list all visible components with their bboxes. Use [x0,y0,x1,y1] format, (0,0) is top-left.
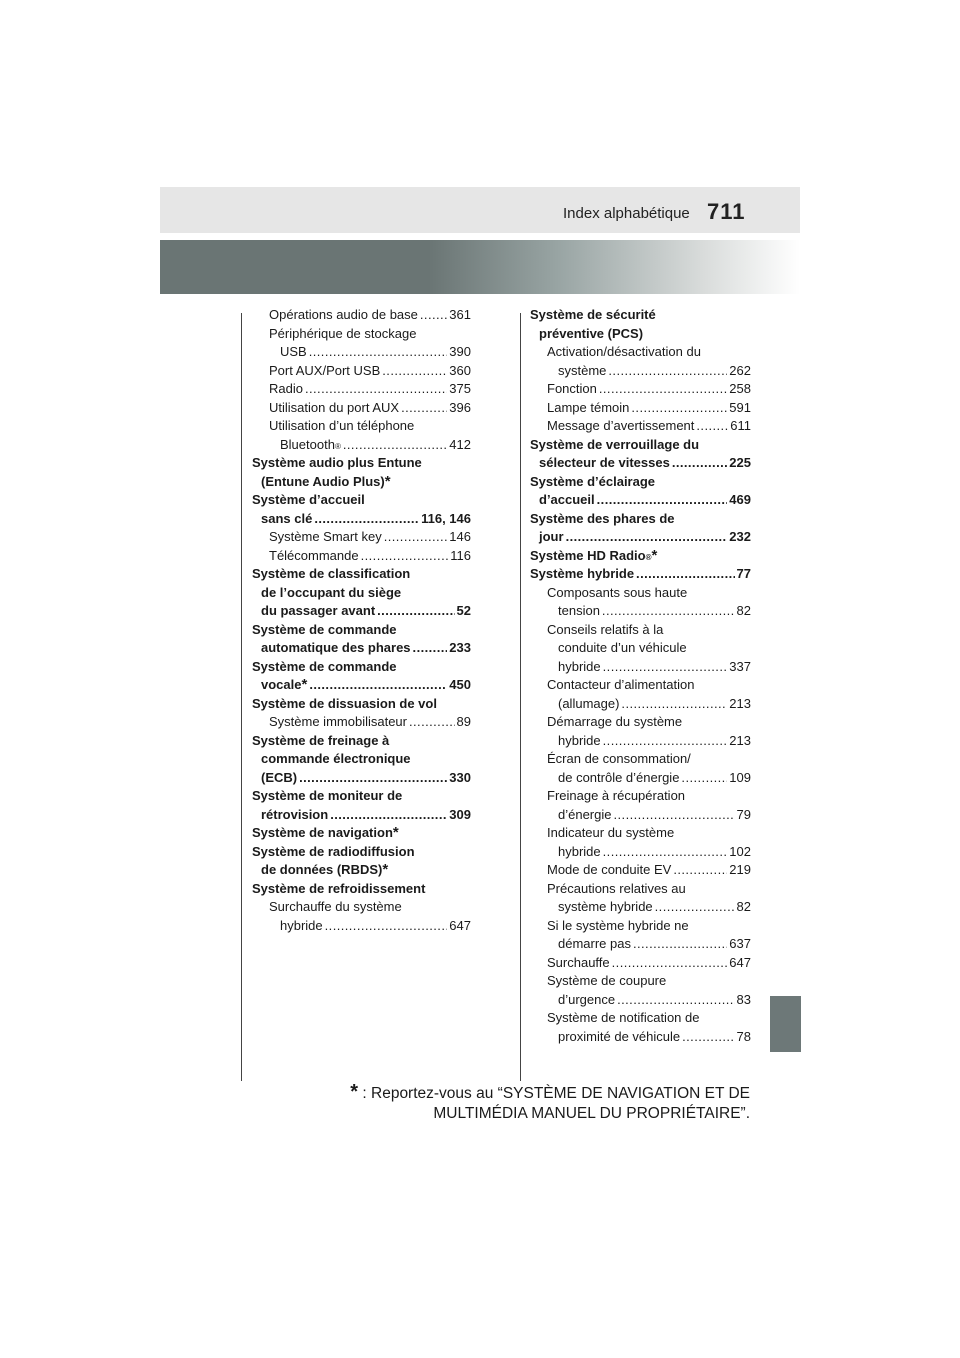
index-entry [530,769,751,788]
entry-text: Système de freinage à [252,732,390,748]
index-entry [530,362,751,381]
dot-leader [409,713,455,732]
entry-text: Écran de consommation/ [547,751,691,766]
dot-leader [608,362,727,381]
entry-text: Si le système hybride ne [547,917,689,933]
entry-text: Freinage à récupération [547,788,686,803]
index-entry [530,806,751,825]
index-entry: (Entune Audio Plus) * [261,472,391,490]
index-entry [252,584,471,603]
page-ref: 412 [449,436,471,452]
entry-text: jour [539,529,564,544]
entry-text: Périphérique de stockage [269,325,417,341]
dot-leader [330,806,447,825]
page-ref: 647 [449,917,471,933]
index-entry [252,713,471,732]
page-ref: 396 [449,399,471,415]
index-entry [252,380,471,399]
entry-text: système hybride [558,899,653,914]
index-entry [252,787,471,806]
page-ref: 102 [729,843,751,859]
index-entry [530,343,751,362]
index-entry [252,491,471,510]
entry-text: Système de commande [252,658,397,674]
page-ref: 591 [729,399,751,415]
index-entry [530,528,751,547]
page-ref: 78 [736,1028,751,1044]
entry-text: préventive (PCS) [539,325,644,341]
dot-leader [299,769,447,788]
dot-leader [681,769,727,788]
entry-text: Système d’accueil [252,492,365,507]
entry-text: rétrovision [261,806,329,822]
index-entry [530,880,751,899]
index-column-left [252,306,471,935]
entry-text: de l’occupant du siège [261,584,402,600]
index-entry [530,787,751,806]
index-entry [252,898,471,917]
entry-text: Système de navigation [252,825,393,840]
index-entry [530,639,751,658]
dot-leader [382,362,447,381]
index-entry [530,750,751,769]
page-ref: 89 [456,714,471,729]
entry-text: système [558,362,607,378]
dot-leader [631,399,727,418]
index-entry [252,565,471,584]
dot-leader [305,380,447,399]
dot-leader [325,917,448,936]
entry-text: commande électronique [261,751,411,766]
entry-text: Démarrage du système [547,714,683,729]
index-entry [252,917,471,936]
index-column-right [530,306,751,1046]
dot-leader [309,343,448,362]
entry-text: de contrôle d’énergie [558,769,680,785]
page-ref: 109 [729,769,751,785]
page-ref: 330 [449,769,471,785]
index-entry: Bluetooth ® . . . 412 [252,436,471,455]
dot-leader [420,306,447,325]
dot-leader [614,806,735,825]
entry-text: Activation/désactivation du [547,344,701,359]
page-ref: 375 [449,381,471,396]
page-ref: 450 [449,677,471,692]
entry-text: Composants sous haute [547,584,688,600]
index-entry [530,417,751,436]
index-entry [530,602,751,621]
entry-text: hybride [558,658,601,674]
dot-leader [413,639,448,658]
page-ref: 77 [736,566,751,581]
dot-leader [636,565,734,584]
entry-text: proximité de véhicule [558,1028,681,1044]
index-entry [530,898,751,917]
entry-text: Système d’éclairage [530,473,656,489]
index-entry [252,510,471,529]
entry-text: Système immobilisateur [269,714,407,729]
entry-text: Système Smart key [269,529,382,544]
column-divider-middle [520,313,521,1081]
dot-leader [401,399,447,418]
dot-leader [612,954,728,973]
footnote-marker: * [350,1081,359,1103]
entry-text: Mode de conduite EV [547,862,672,877]
page-ref: 233 [449,640,471,655]
page-ref: 213 [729,732,751,748]
entry-text: Message d’avertissement [547,418,695,433]
footnote-line-2: MULTIMÉDIA MANUEL DU PROPRIÉTAIRE”. [433,1105,750,1122]
page-ref: 219 [729,862,751,877]
index-entry [530,325,751,344]
index-entry [530,399,751,418]
entry-text: Système des phares de [530,510,675,526]
dot-leader [617,991,734,1010]
dot-leader [566,528,728,547]
page-ref: 52 [456,603,471,618]
decorative-gradient-band [160,240,800,294]
entry-text: Fonction [547,381,597,396]
dot-leader [696,417,728,436]
dot-leader [343,436,447,455]
index-entry [252,843,471,862]
entry-text: (ECB) [261,769,298,785]
page-ref: 116 [450,547,471,563]
page-ref: 390 [449,344,471,359]
index-entry [252,732,471,751]
index-entry [530,917,751,936]
index-entry [530,436,751,455]
page-ref: 647 [729,954,751,970]
index-entry [530,732,751,751]
index-entry [530,935,751,954]
page-ref: 360 [449,362,471,378]
index-entry [530,972,751,991]
dot-leader [621,695,727,714]
page-ref: 79 [736,806,751,822]
dot-leader [682,1028,734,1047]
index-entry [530,843,751,862]
section-title: Index alphabétique [563,205,690,222]
dot-leader [597,491,728,510]
entry-text: (Entune Audio Plus) [261,473,385,489]
entry-text: Radio [269,381,303,396]
index-entry [530,473,751,492]
dot-leader [599,380,727,399]
index-entry [530,491,751,510]
index-entry [252,602,471,621]
page-ref: 146 [449,529,471,544]
index-entry [252,621,471,640]
entry-text: Système hybride [530,566,635,581]
entry-text: Système de dissuasion de vol [252,695,437,711]
dot-leader [633,935,727,954]
index-entry [530,861,751,880]
dot-leader [603,843,728,862]
index-entry [530,676,751,695]
dot-leader [377,602,454,621]
page-ref: 213 [729,695,751,711]
index-entry [252,454,471,473]
entry-text: d’urgence [558,991,616,1007]
dot-leader [673,861,727,880]
index-entry [530,695,751,714]
entry-text: Contacteur d’alimentation [547,677,695,692]
entry-text: Système de verrouillage du [530,436,700,452]
page-ref: 83 [736,991,751,1007]
index-entry [252,880,471,899]
index-entry [252,750,471,769]
header-band [160,187,800,233]
page-number: 711 [707,199,746,224]
entry-text: Système de moniteur de [252,788,403,803]
entry-text: vocale [261,677,302,692]
footnote-line-1 [350,1081,750,1104]
entry-text: sélecteur de vitesses [539,455,670,470]
page-ref: 611 [730,418,751,433]
index-entry: vocale * . . . 450 [252,676,471,695]
column-divider-left [241,313,242,1081]
index-entry: Système HD Radio ® * [530,546,658,564]
page-ref: 225 [729,455,751,470]
entry-text: d’énergie [558,806,612,822]
index-entry [530,454,751,473]
entry-text: conduite d’un véhicule [558,640,687,655]
index-entry [252,639,471,658]
index-entry: Système de navigation * [252,824,399,841]
index-entry [530,1028,751,1047]
entry-text: d’accueil [539,492,595,507]
entry-text: Système de sécurité [530,307,656,322]
entry-text: Indicateur du système [547,825,675,840]
index-entry [530,306,751,325]
entry-text: du passager avant [261,603,376,618]
entry-text: Système de radiodiffusion [252,843,415,859]
dot-leader [361,547,449,566]
page-ref: 337 [729,658,751,674]
index-entry [252,306,471,325]
index-entry [252,547,471,566]
index-entry [530,713,751,732]
entry-text: USB [280,344,307,359]
entry-text: Opérations audio de base [269,307,418,322]
entry-text: hybride [558,843,601,859]
entry-text: Conseils relatifs à la [547,621,664,637]
thumb-index-tab [770,996,801,1052]
index-entry [252,769,471,788]
page-ref: 637 [729,936,751,951]
footnote [350,1081,750,1124]
index-entry [530,954,751,973]
entry-text: Système de refroidissement [252,880,426,896]
dot-leader [672,454,727,473]
entry-text: (allumage) [558,695,620,711]
index-entry [252,325,471,344]
index-entry [252,399,471,418]
index-entry: de données (RBDS) * [261,861,389,878]
page-ref: 361 [449,307,471,322]
entry-text: Bluetooth [280,436,335,452]
entry-text: Système de classification [252,566,411,581]
index-entry [530,621,751,640]
dot-leader [603,732,728,751]
entry-text: démarre pas [558,936,631,951]
page-ref: 116, 146 [421,510,471,526]
index-entry [530,380,751,399]
entry-text: Surchauffe du système [269,899,402,914]
entry-text: de données (RBDS) [261,862,383,877]
entry-text: Système HD Radio [530,547,646,563]
footnote-text-1: : Reportez-vous au “SYSTÈME DE NAVIGATION ET DE [362,1085,750,1102]
index-entry [530,510,751,529]
page-ref: 309 [449,806,471,822]
entry-text: Précautions relatives au [547,880,686,896]
entry-text: sans clé [261,510,313,526]
entry-text: Système de coupure [547,973,667,988]
page-ref: 262 [729,362,751,378]
index-entry [252,658,471,677]
index-entry [252,806,471,825]
index-entry [530,824,751,843]
dot-leader [655,898,735,917]
entry-text: Utilisation d’un téléphone [269,418,415,433]
index-entry [530,658,751,677]
dot-leader [603,658,728,677]
entry-text: Port AUX/Port USB [269,362,381,378]
index-entry [252,417,471,436]
entry-text: Lampe témoin [547,399,630,415]
entry-text: Surchauffe [547,954,610,970]
index-entry [252,695,471,714]
index-entry [530,1009,751,1028]
entry-text: hybride [558,732,601,748]
index-entry [252,362,471,381]
entry-text: tension [558,603,600,618]
page-ref: 232 [729,529,751,544]
dot-leader [314,510,419,529]
dot-leader [309,676,447,695]
page-ref: 82 [736,899,751,914]
page-ref: 82 [736,603,751,618]
page-ref: 258 [729,381,751,396]
entry-text: Système audio plus Entune [252,455,422,470]
entry-text: automatique des phares [261,640,411,655]
page-ref: 469 [729,492,751,507]
index-entry [252,528,471,547]
dot-leader [384,528,448,547]
entry-text: Système de commande [252,621,397,637]
entry-text: hybride [280,917,323,933]
entry-text: Utilisation du port AUX [269,399,400,415]
entry-text: Télécommande [269,547,359,563]
dot-leader [602,602,735,621]
index-entry [530,565,751,584]
index-entry [530,991,751,1010]
entry-text: Système de notification de [547,1010,700,1025]
index-entry [252,343,471,362]
index-entry [530,584,751,603]
